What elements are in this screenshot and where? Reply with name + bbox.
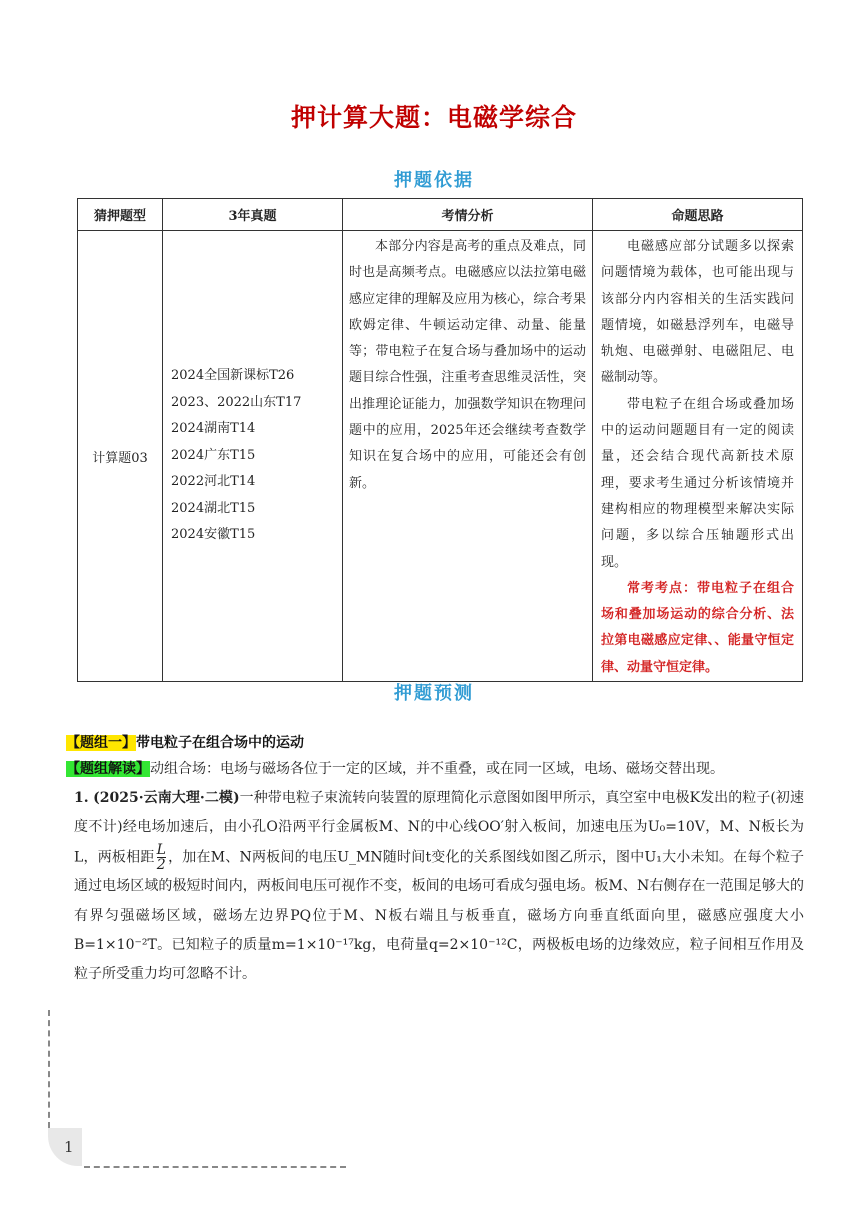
year-item: 2024安徽T15 bbox=[171, 527, 256, 543]
header-type: 猜押题型 bbox=[78, 199, 163, 231]
year-item: 2023、2022山东T17 bbox=[171, 394, 302, 410]
group-explain-row bbox=[66, 757, 724, 781]
cell-analysis bbox=[343, 231, 593, 682]
table-row bbox=[78, 231, 803, 682]
section-heading-basis: 押题依据 bbox=[394, 170, 474, 191]
decorative-dashed-line-horizontal bbox=[84, 1166, 346, 1168]
table-header-row bbox=[78, 199, 803, 231]
year-item: 2022河北T14 bbox=[171, 474, 256, 490]
page-title: 押计算大题：电磁学综合 bbox=[290, 103, 577, 132]
fraction-l-over-2 bbox=[157, 843, 166, 872]
year-item: 2024全国新课标T26 bbox=[171, 368, 295, 384]
cell-type: 计算题03 bbox=[78, 231, 163, 682]
problem-number: 1. bbox=[74, 790, 89, 806]
year-item: 2024湖南T14 bbox=[171, 421, 256, 437]
group-tag: 【题组一】 bbox=[66, 735, 136, 751]
group-title: 带电粒子在组合场中的运动 bbox=[136, 735, 304, 751]
problem-1 bbox=[74, 784, 804, 990]
basis-table bbox=[77, 198, 803, 682]
header-idea: 命题思路 bbox=[593, 199, 803, 231]
section-heading-predict: 押题预测 bbox=[394, 683, 474, 704]
analysis-text: 本部分内容是高考的重点及难点，同时也是高频考点。电磁感应以法拉第电磁感应定律的理解及应用为核心，综合考果欧姆定律、牛顿运动定律、动量、能量等；带电粒子在复合场与叠加场中的运动题目综合性强，注重考查思维灵活性，突出推理论证能力，加强数学知识在物理问题中的应用，2025年还会继续考查数学知识在复合场中的应用，可能还会有创新。 bbox=[349, 239, 586, 491]
idea-key-points: 常考考点：带电粒子在组合场和叠加场运动的综合分析、法拉第电磁感应定律、、能量守恒定律、动量守恒定律。 bbox=[601, 580, 794, 675]
idea-paragraph-2: 带电粒子在组合场或叠加场中的运动问题题目有一定的阅读量，还会结合现代高新技术原理，要求考生通过分析该情境并建构相应的物理模型来解决实际问题，多以综合压轴题形式出现。 bbox=[601, 396, 794, 570]
header-analysis: 考情分析 bbox=[343, 199, 593, 231]
year-item: 2024湖北T15 bbox=[171, 500, 256, 516]
problem-text-2: ，加在M、N两板间的电压U_MN随时间t变化的关系图线如图乙所示，图中U₁大小未知。在每个粒子通过电场区域的极短时间内，两板间电压可视作不变，板间的电场可看成匀强电场。板M、N右侧存在一范围足够大的有界匀强磁场区域，磁场左边界PQ位于M、N板右端且与板垂直，磁场方向垂直纸面向里，磁感应强度大小B=1×10⁻²T。已知粒子的质量m=1×10⁻¹⁷kg，电荷量q=2×10⁻¹²C，两极板电场的边缘效应，粒子间相互作用及粒子所受重力均可忽略不计。 bbox=[74, 849, 804, 983]
cell-years bbox=[163, 231, 343, 682]
year-item: 2024广东T15 bbox=[171, 447, 256, 463]
decorative-dashed-line-vertical bbox=[48, 1010, 50, 1128]
page-number: 1 bbox=[64, 1138, 74, 1156]
problem-source: (2025·云南大理·二模) bbox=[93, 790, 240, 806]
fraction-numerator: L bbox=[156, 841, 166, 858]
group-explain-text: 动组合场：电场与磁场各位于一定的区域，并不重叠，或在同一区域，电场、磁场交替出现。 bbox=[150, 761, 724, 777]
header-years: 3年真题 bbox=[163, 199, 343, 231]
cell-idea bbox=[593, 231, 803, 682]
idea-paragraph-1: 电磁感应部分试题多以探索问题情境为载体，也可能出现与该部分内内容相关的生活实践问题情境，如磁悬浮列车，电磁导轨炮、电磁弹射、电磁阻尼、电磁制动等。 bbox=[601, 239, 794, 386]
group-explain-tag: 【题组解读】 bbox=[66, 761, 150, 777]
problem-text-1: 一种带电粒子束流转向装置的原理简化示意图如图甲所示，真空室中电极K发出的粒子(初速度不计)经电场加速后，由小孔O沿两平行金属板M、N的中心线OO′射入板间，加速电压为U₀=10V，M、N板长为L，两板相距 bbox=[74, 790, 804, 866]
group-title-row bbox=[66, 731, 304, 755]
fraction-denominator: 2 bbox=[156, 856, 166, 873]
